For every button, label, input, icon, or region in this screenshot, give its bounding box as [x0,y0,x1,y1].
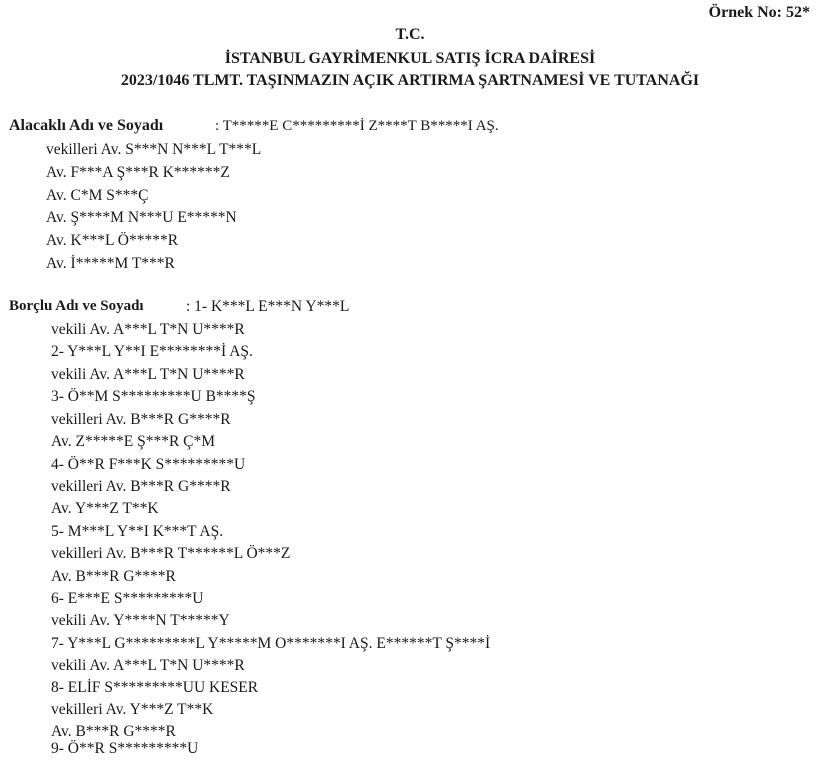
creditor-rep-line: Av. C*M S***Ç [46,187,149,204]
creditor-rep-line: Av. İ*****M T***R [46,255,175,272]
creditor-name: : T*****E C*********İ Z****T B*****I AŞ. [215,118,499,134]
debtor-line: vekilleri Av. Y***Z T**K [51,701,214,718]
debtor-line: vekilleri Av. B***R G****R [51,411,231,428]
debtor-line: 3- Ö**M S*********U B****Ş [51,388,256,405]
creditor-rep-line: Av. K***L Ö*****R [46,232,179,249]
debtor-line: vekili Av. A***L T*N U****R [51,657,245,674]
debtor-line: 5- M***L Y**I K***T AŞ. [51,523,224,540]
debtor-line: vekilleri Av. B***R G****R [51,478,231,495]
debtor-line: Av. Y***Z T**K [51,500,159,517]
document-title: 2023/1046 TLMT. TAŞINMAZIN AÇIK ARTIRMA ŞARTNAMESİ VE TUTANAĞI [120,72,700,89]
debtor-line: 4- Ö**R F***K S*********U [51,456,246,473]
debtor-first: : 1- K***L E***N Y***L [186,298,350,315]
debtor-line: 8- ELİF S*********UU KESER [51,679,259,696]
debtor-label: Borçlu Adı ve Soyadı [9,298,144,314]
debtor-line: Av. B***R G****R [51,568,176,585]
creditor-rep-line: Av. Ş****M N***U E*****N [46,209,237,226]
debtor-line: vekili Av. Y****N T*****Y [51,612,230,629]
creditor-label: Alacaklı Adı ve Soyadı [9,117,164,134]
debtor-line: 2- Y***L Y**I E********İ AŞ. [51,343,253,360]
debtor-line: 7- Y***L G*********L Y*****M O*******I AŞ. E******T Ş****İ [51,635,491,652]
header-tc: T.C. [395,26,425,43]
debtor-line: 9- Ö**R S*********U [51,740,199,757]
header-office: İSTANBUL GAYRİMENKUL SATIŞ İCRA DAİRESİ [224,50,596,67]
debtor-line: Av. Z*****E Ş***R Ç*M [51,433,216,450]
creditor-rep-line: vekilleri Av. S***N N***L T***L [46,141,262,158]
debtor-line: vekilleri Av. B***R T******L Ö***Z [51,545,291,562]
debtor-line: Av. B***R G****R [51,723,176,740]
debtor-line: 6- E***E S*********U [51,590,204,607]
sample-number: Örnek No: 52* [708,4,810,21]
creditor-rep-line: Av. F***A Ş***R K******Z [46,164,230,181]
debtor-line: vekili Av. A***L T*N U****R [51,366,245,383]
debtor-line: vekili Av. A***L T*N U****R [51,321,245,338]
